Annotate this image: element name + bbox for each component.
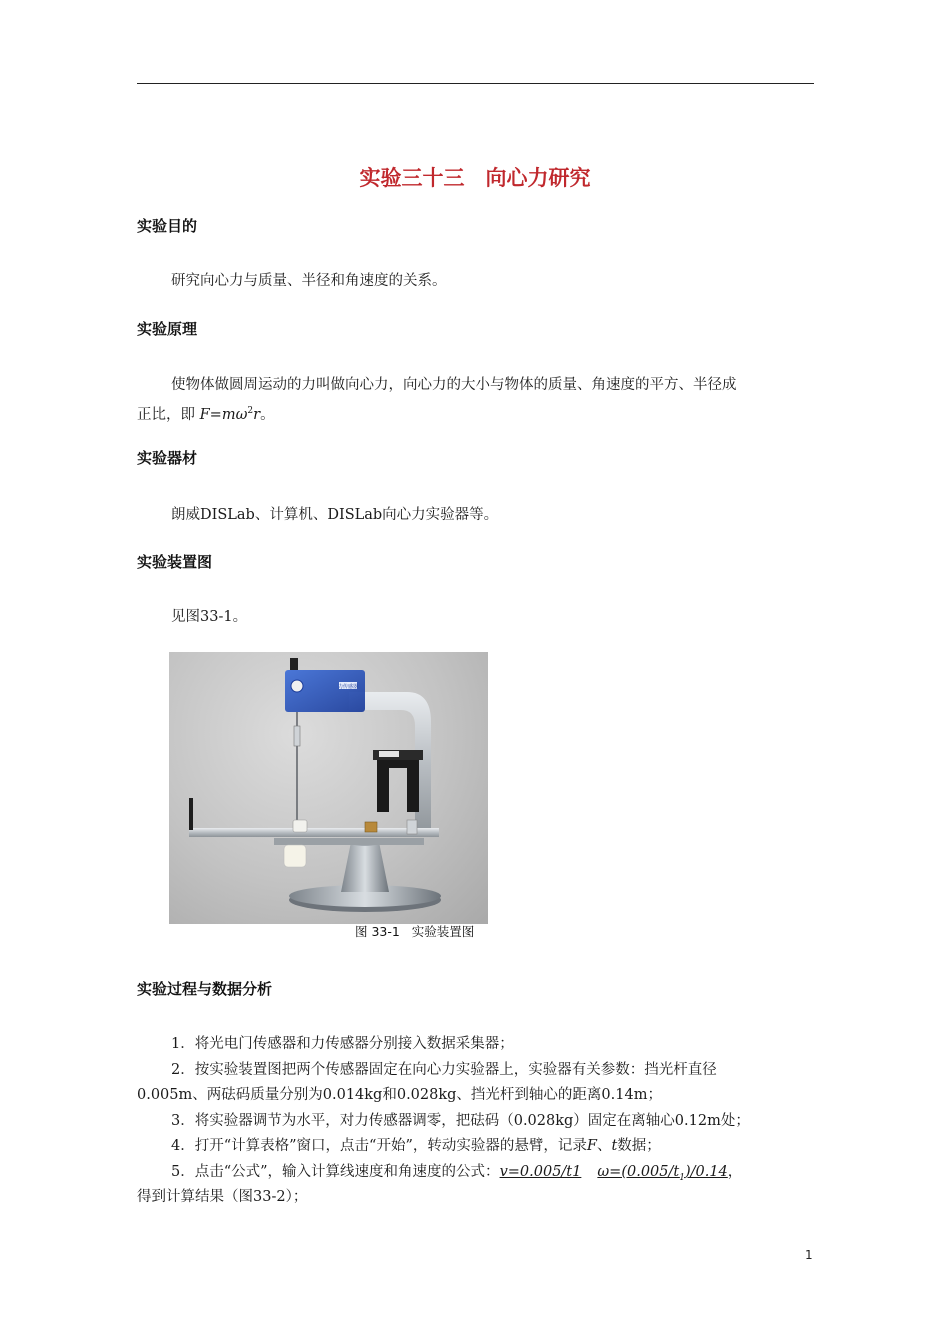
step-3: 3．将实验器调节为水平，对力传感器调零，把砝码（0.028kg）固定在离轴心0.12m处； (171, 1113, 750, 1129)
formula-omega-tail: )/0.14 (684, 1164, 728, 1180)
axis-bearing (284, 845, 306, 867)
step-5-suffix: ， (727, 1164, 743, 1180)
step-4-sep: 、 (596, 1138, 612, 1154)
header-rule (137, 83, 814, 84)
principle-suffix: 。 (260, 406, 275, 423)
base-column (341, 842, 389, 892)
formula-r: r (253, 406, 261, 423)
step-4-suffix: 数据； (617, 1138, 661, 1154)
arm-underside (274, 838, 424, 845)
formula-eq-m: =m (209, 406, 236, 423)
step-5-prefix: 5．点击“公式”，输入计算线速度和角速度的公式： (171, 1164, 500, 1180)
principle-prefix: 正比，即 (137, 406, 200, 423)
formula-omega-expr (597, 1164, 728, 1183)
figure-caption: 图 33-1 实验装置图 (355, 924, 475, 939)
page-title: 实验三十三 向心力研究 (359, 166, 591, 190)
step-4-prefix: 4．打开“计算表格”窗口，点击“开始”，转动实验器的悬臂，记录 (171, 1138, 587, 1154)
bracket-label (379, 751, 399, 757)
equipment-text: 朗威DISLab、计算机、DISLab向心力实验器等。 (171, 507, 499, 523)
sensor-dial (291, 680, 303, 692)
rotating-arm (189, 828, 439, 837)
principle-line-2 (137, 398, 275, 428)
step-1: 1．将光电门传感器和力传感器分别接入数据采集器； (171, 1036, 514, 1052)
step-2-line-2: 0.005m、两砝码质量分别为0.014kg和0.028kg、挡光杆到轴心的距离0.14m； (137, 1087, 662, 1103)
step-4-t: t (611, 1138, 618, 1154)
section-heading-process: 实验过程与数据分析 (137, 980, 273, 998)
formula-omega-sub: 1 (679, 1172, 685, 1183)
step-2-line-1: 2．按实验装置图把两个传感器固定在向心力实验器上，实验器有关参数：挡光杆直径 (171, 1062, 717, 1078)
apparatus-illustration (169, 652, 488, 924)
brass-weight (365, 822, 377, 832)
mass-holder (293, 820, 307, 832)
step-4 (171, 1133, 661, 1159)
apparatus-photo (169, 652, 488, 924)
rod-spring (294, 726, 300, 746)
step-5-line-2: 得到计算结果（图33-2）； (137, 1189, 308, 1205)
page-number: 1 (805, 1248, 813, 1262)
setup-text: 见图33-1。 (171, 609, 248, 625)
purpose-text: 研究向心力与质量、半径和角速度的关系。 (171, 273, 447, 289)
formula-omega-head: ω=(0.005/t (597, 1164, 680, 1180)
formula-sup: 2 (247, 406, 254, 416)
step-4-F: F (586, 1138, 597, 1154)
u-bracket (377, 756, 419, 812)
principle-line-1: 使物体做圆周运动的力叫做向心力，向心力的大小与物体的质量、角速度的平方、半径成 (171, 377, 737, 393)
section-heading-purpose: 实验目的 (137, 217, 198, 235)
formula-F: F (199, 406, 210, 423)
end-clamp (407, 820, 417, 834)
light-blocking-rod (189, 798, 193, 830)
sensor-label-text: 力传感器 (337, 684, 359, 690)
section-heading-equipment: 实验器材 (137, 449, 198, 467)
section-heading-setup: 实验装置图 (137, 553, 213, 571)
section-heading-principle: 实验原理 (137, 320, 198, 338)
formula-omega: ω (235, 406, 248, 423)
sensor-knob (290, 658, 298, 670)
formula-v: v=0.005/t1 (499, 1164, 582, 1180)
